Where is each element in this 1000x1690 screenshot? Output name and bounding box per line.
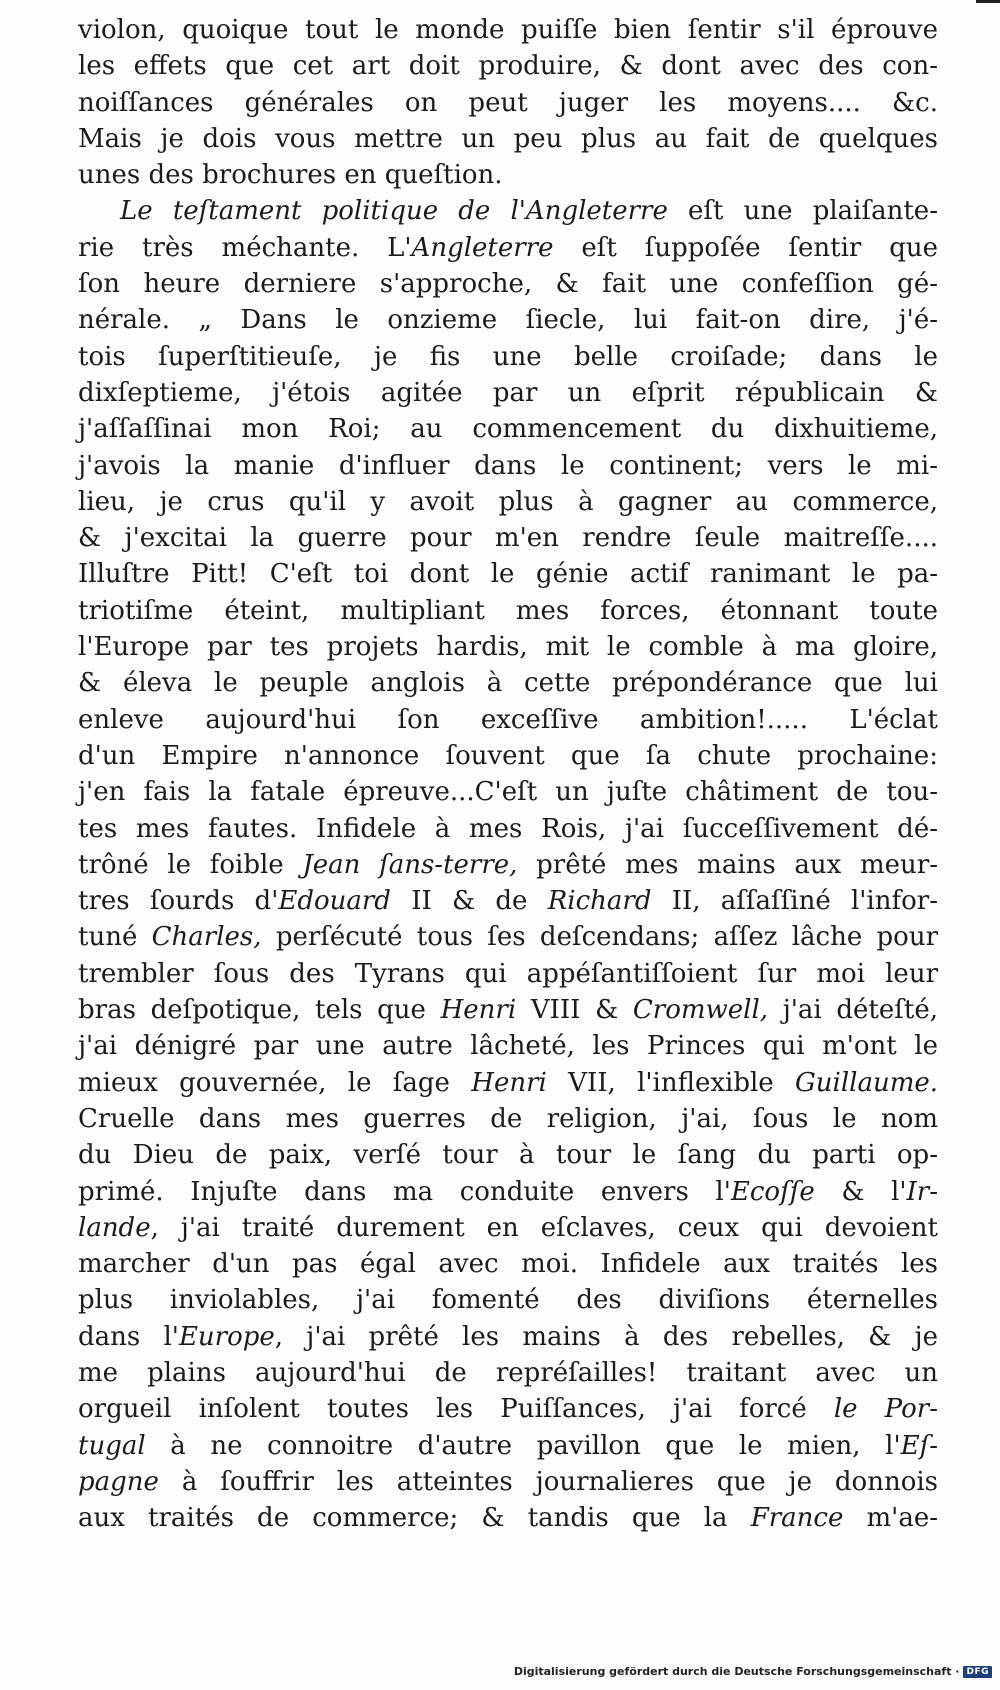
text-line: [78, 1065, 938, 1101]
text-line: dixſeptieme, j'étois agitée par un eſprit républicain &: [78, 377, 938, 408]
text-line: triotiſme éteint, multipliant mes forces, étonnant toute: [78, 595, 938, 626]
text-line: j'avois la manie d'influer dans le continent; vers le mi-: [78, 450, 938, 481]
text-segment: tres ſourds d': [78, 886, 279, 917]
text-segment: prêté mes mains aux meur-: [517, 849, 938, 880]
text-segment: à ne connoitre d'autre pavillon que le mien, l': [145, 1430, 901, 1461]
text-segment: trôné le foible: [78, 849, 303, 880]
text-segment: VIII &: [516, 995, 633, 1026]
text-line: j'aſſaſſinai mon Roi; au commencement du dixhuitieme,: [78, 414, 938, 445]
text-line: l'Europe par tes projets hardis, mit le comble à ma gloire,: [78, 632, 938, 663]
text-line: tois ſuperſtitieuſe, je fis une belle croiſade; dans le: [78, 341, 938, 372]
italic-segment: Europe: [178, 1321, 275, 1352]
digitization-footer: [514, 1665, 992, 1678]
italic-segment: Henri: [471, 1067, 547, 1098]
text-segment: VII, l'inflexible: [546, 1067, 795, 1098]
italic-segment: Guillaume.: [795, 1067, 939, 1098]
italic-segment: France: [750, 1503, 844, 1534]
text-line: & éleva le peuple anglois à cette prépondérance que lui: [78, 668, 938, 699]
text-segment: , j'ai traité durement en eſclaves, ceux qui devoient: [150, 1212, 938, 1243]
text-segment: & l': [814, 1176, 907, 1207]
text-line: marcher d'un pas égal avec moi. Infidele aux traités les: [78, 1249, 938, 1280]
text-line: [78, 1464, 938, 1500]
text-line: Illuſtre Pitt! C'eſt toi dont le génie actif ranimant le pa-: [78, 559, 938, 590]
text-line: [78, 1210, 938, 1246]
text-line: [78, 919, 938, 955]
italic-segment: pagne: [78, 1466, 159, 1497]
italic-segment: Richard: [547, 886, 652, 917]
text-segment: orgueil inſolent toutes les Puiſſances, j'ai forcé: [78, 1394, 834, 1425]
italic-segment: Le teſtament politique de l'Angleterre: [120, 196, 668, 227]
text-line: [78, 1428, 938, 1464]
text-segment: primé. Injuſte dans ma conduite envers l': [78, 1176, 731, 1207]
text-segment: tuné: [78, 922, 152, 953]
text-line: [78, 1391, 938, 1427]
text-segment: à ſouffrir les atteintes journalieres que je donnois: [158, 1466, 938, 1497]
text-segment: aux traités de commerce; & tandis que la: [78, 1503, 751, 1534]
text-line: enleve aujourd'hui ſon exceſſive ambition!..... L'éclat: [78, 704, 938, 735]
text-line: [78, 193, 938, 229]
text-line: j'en fais la fatale épreuve...C'eſt un juſte châtiment de tou-: [78, 777, 938, 808]
italic-segment: Angleterre: [411, 232, 554, 263]
text-segment: perſécuté tous ſes deſcendans; aſſez lâche pour: [261, 922, 939, 953]
text-line: tes mes fautes. Infidele à mes Rois, j'ai ſucceſſivement dé-: [78, 813, 938, 844]
italic-segment: Edouard: [278, 886, 391, 917]
text-segment: II & de: [390, 886, 548, 917]
italic-segment: Henri: [440, 995, 517, 1026]
text-line: violon, quoique tout le monde puiſſe bien ſentir s'il éprouve: [78, 15, 938, 45]
text-segment: bras deſpotique, tels que: [78, 995, 441, 1026]
text-line: [78, 883, 938, 919]
text-segment: , j'ai prêté les mains à des rebelles, & je: [274, 1321, 938, 1352]
text-line: me plains aujourd'hui de repréſailles! traitant avec un: [78, 1357, 938, 1388]
dfg-logo: DFG: [963, 1666, 992, 1678]
italic-segment: Jean ſans-terre,: [302, 849, 518, 880]
italic-segment: Charles,: [151, 922, 262, 953]
text-line: Mais je dois vous mettre un peu plus au fait de quelques: [78, 123, 938, 154]
text-segment: mieux gouvernée, le ſage: [78, 1067, 472, 1098]
italic-segment: le Por-: [833, 1394, 938, 1425]
scan-edge-mark: [976, 0, 1000, 3]
text-line: [78, 847, 938, 883]
footer-credit-text: Digitalisierung gefördert durch die Deutsche Forschungsgemeinschaft ·: [513, 1665, 960, 1678]
text-line: [78, 1319, 938, 1355]
text-segment: eſt ſuppoſée ſentir que: [553, 232, 938, 263]
text-segment: j'ai déteſté,: [768, 995, 938, 1026]
text-line: les effets que cet art doit produire, & dont avec des con-: [78, 51, 938, 82]
text-line: plus inviolables, j'ai fomenté des diviſions éternelles: [78, 1285, 938, 1316]
text-line: [78, 230, 938, 266]
text-line: unes des brochures en queſtion.: [78, 160, 503, 191]
text-line: du Dieu de paix, verſé tour à tour le ſang du parti op-: [78, 1140, 938, 1171]
text-line: Cruelle dans mes guerres de religion, j'ai, ſous le nom: [78, 1103, 938, 1134]
text-line: [78, 1174, 938, 1210]
text-line: & j'excitai la guerre pour m'en rendre ſeule maitreſſe....: [78, 523, 938, 554]
text-line: [78, 992, 938, 1028]
italic-segment: Ir-: [906, 1176, 939, 1207]
italic-segment: Eſ-: [900, 1430, 938, 1461]
text-line: [78, 1500, 938, 1536]
italic-segment: Cromwell,: [632, 995, 769, 1026]
text-line: noiſſances générales on peut juger les moyens.... &c.: [78, 87, 938, 118]
text-line: lieu, je crus qu'il y avoit plus à gagner au commerce,: [78, 486, 938, 517]
italic-segment: tugal: [78, 1430, 146, 1461]
text-line: d'un Empire n'annonce ſouvent que ſa chute prochaine:: [78, 740, 938, 771]
text-line: j'ai dénigré par une autre lâcheté, les Princes qui m'ont le: [78, 1031, 938, 1062]
italic-segment: Ecoſſe: [730, 1176, 815, 1207]
text-segment: rie très méchante. L': [78, 232, 412, 263]
text-segment: dans l': [78, 1321, 179, 1352]
text-line: trembler ſous des Tyrans qui appéſantiſſoient ſur moi leur: [78, 958, 938, 989]
text-line: ſon heure derniere s'approche, & fait une confeſſion gé-: [78, 269, 938, 300]
page-body-text: [78, 12, 938, 1536]
italic-segment: lande: [78, 1212, 151, 1243]
text-line: nérale. „ Dans le onzieme ſiecle, lui fait-on dire, j'é-: [78, 305, 938, 336]
text-segment: m'ae-: [843, 1503, 938, 1534]
text-segment: II, aſſaſſiné l'infor-: [651, 886, 938, 917]
text-segment: eſt une plaiſante-: [667, 196, 938, 227]
